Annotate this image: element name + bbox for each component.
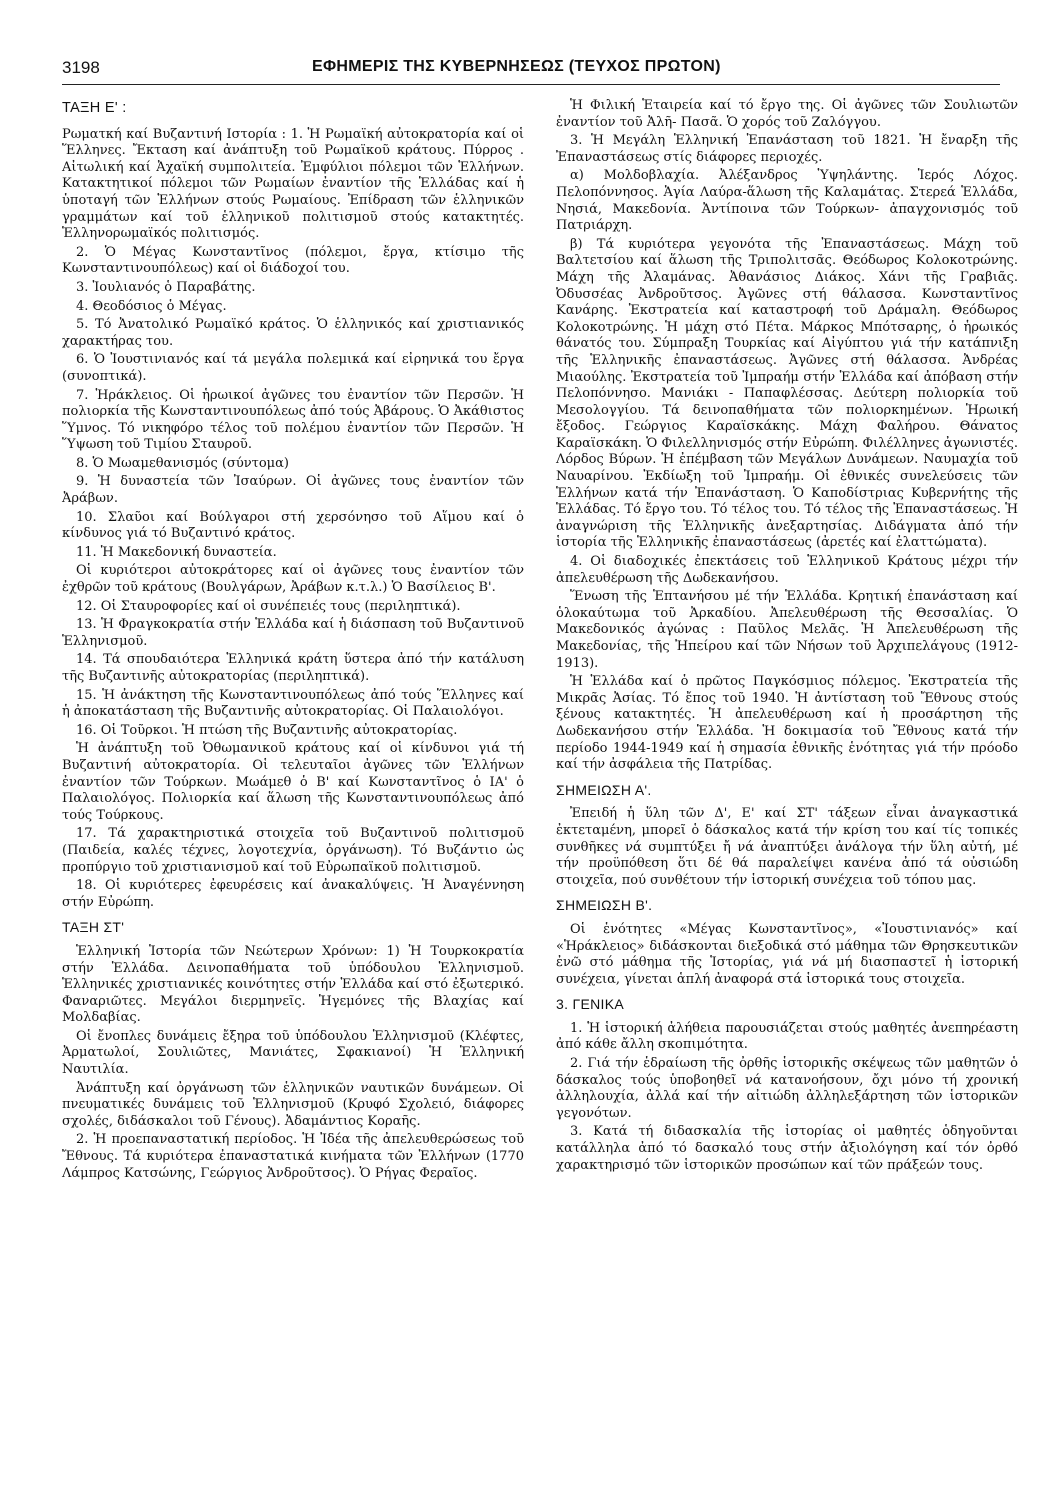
note-b-text: Οἱ ἑνότητες «Μέγας Κωνσταντῖνος», «Ἰουστινιανός» καί «Ἡράκλειος» διδάσκονται διεξοδικά στό μάθημα τῶν Θρησκευτικῶν ἐνῶ στό μάθημα τῆς Ἱστορίας, γιά νά μή διασπαστεῖ ἡ ἱστορική συνέχεια, γίνεται ἁπλή ἀναφορά στά ἱστορικά τους στοιχεῖα. — [556, 921, 1018, 987]
gazette-title: ΕΦΗΜΕΡΙΣ ΤΗΣ ΚΥΒΕΡΝΗΣΕΩΣ (ΤΕΥΧΟΣ ΠΡΩΤΟΝ) — [312, 58, 721, 75]
paragraph: 12. Οἱ Σταυροφορίες καί οἱ συνέπειές τους (περιληπτικά). — [76, 598, 461, 614]
paragraph: 3. Ἡ Μεγάλη Ἑλληνική Ἐπανάσταση τοῦ 1821. Ἡ ἔναρξη τῆς Ἐπαναστάσεως στίς διάφορες περιοχές. — [556, 133, 1018, 165]
header-divider — [62, 84, 1000, 85]
paragraph: 9. Ἡ δυναστεία τῶν Ἰσαύρων. Οἱ ἀγῶνες τους ἐναντίον τῶν Ἀράβων. — [62, 474, 524, 507]
paragraph: 4. Θεοδόσιος ὁ Μέγας. — [76, 298, 227, 314]
paragraph: 17. Τά χαρακτηριστικά στοιχεῖα τοῦ Βυζαντινοῦ πολιτισμοῦ (Παιδεία, καλές τέχνες, λογοτεχνία, ὀργάνωση). Τό Βυζάντιο ὡς προπύργιο τοῦ χριστιανισμοῦ καί τοῦ Εὐρωπαϊκοῦ πολιτισμοῦ. — [62, 826, 524, 875]
paragraph: 5. Τό Ἀνατολικό Ρωμαϊκό κράτος. Ὁ ἑλληνικός καί χριστιανικός χαρακτήρας του. — [62, 317, 524, 349]
paragraph: Ἡ ἀνάπτυξη τοῦ Ὀθωμανικοῦ κράτους καί οἱ κίνδυνοι γιά τή Βυζαντινή αὐτοκρατορία. Οἱ τελευταῖοι ἀγῶνες τῶν Ἑλλήνων ἐναντίον τῶν Τούρκων. Μωάμεθ ὁ Β' καί Κωνσταντῖνος ὁ ΙΑ' ὁ Παλαιολόγος. Πολιορκία καί ἅλωση τῆς Κωνσταντινουπόλεως ἀπό τούς Τούρκους. — [62, 741, 524, 823]
paragraph: Ἑλληνική Ἱστορία τῶν Νεώτερων Χρόνων: 1) Ἡ Τουρκοκρατία στήν Ἑλλάδα. Δεινοπαθήματα τοῦ ὑπόδουλου Ἑλληνισμοῦ. Ἑλληνικές χριστιανικές κοινότητες στήν Ἑλλάδα καί στό ἐξωτερικό. Φαναριῶτες. Μεγάλοι διερμηνεῖς. Ἡγεμόνες τῆς Βλαχίας καί Μολδαβίας. — [62, 943, 524, 1026]
paragraph: 11. Ἡ Μακεδονική δυναστεία. — [76, 544, 277, 560]
section-title-e: ΤΑΞΗ Ε' : — [62, 100, 127, 116]
paragraph: 1. Ἡ ἱστορική ἀλήθεια παρουσιάζεται στούς μαθητές ἀνεπηρέαστη ἀπό κάθε ἄλλη σκοπιμότητα. — [556, 1020, 1018, 1053]
note-a-title: ΣΗΜΕΙΩΣΗ Α'. — [556, 781, 652, 798]
note-b-title: ΣΗΜΕΙΩΣΗ Β'. — [556, 897, 653, 914]
left-column — [62, 96, 524, 1184]
paragraph: Ρωματκή καί Βυζαντινή Ιστορία : 1. Ἡ Ρωμαϊκή αὐτοκρατορία καί οἱ Ἕλληνες. Ἔκταση καί ἀνάπτυξη τοῦ Ρωμαϊκοῦ κράτους. Πύρρος . Αἰτωλική καί Ἀχαϊκή συμπολιτεία. Ἐμφύλιοι πόλεμοι τῶν Ἑλλήνων. Κατακτητικοί πόλεμοι τῶν Ρωμαίων ἐναντίον τῆς Ἑλλάδας καί ἡ ὑποταγή τῶν Ἑλλήνων στούς Ρωμαίους. Ἐπίδραση τῶν ἑλληνικῶν γραμμάτων καί τοῦ ἑλληνικοῦ πολιτισμοῦ στούς κατακτητές. Ἑλληνορωμαϊκός πολιτισμός. — [62, 126, 524, 242]
paragraph: 10. Σλαῦοι καί Βούλγαροι στή χερσόνησο τοῦ Αἵμου καί ὁ κίνδυνος γιά τό Βυζαντινό κράτος. — [62, 509, 524, 542]
paragraph: 2. Ἡ προεπαναστατική περίοδος. Ἡ Ἰδέα τῆς ἀπελευθερώσεως τοῦ Ἔθνους. Τά κυριότερα ἐπαναστατικά κινήματα τῶν Ἑλλήνων (1770 Λάμπρος Κατσώνης, Γεώργιος Ἀνδροῦτσος). Ὁ Ρήγας Φεραῖος. — [62, 1132, 524, 1181]
paragraph: 16. Οἱ Τοῦρκοι. Ἡ πτώση τῆς Βυζαντινῆς αὐτοκρατορίας. — [76, 722, 458, 738]
paragraph: 8. Ὁ Μωαμεθανισμός (σύντομα) — [76, 455, 289, 471]
paragraph: 3. Ἰουλιανός ὁ Παραβάτης. — [76, 279, 256, 295]
paragraph: Ἡ Ἑλλάδα καί ὁ πρῶτος Παγκόσμιος πόλεμος. Ἐκστρατεία τῆς Μικρᾶς Ἀσίας. Τό ἔπος τοῦ 1940. Ἡ ἀντίσταση τοῦ Ἔθνους στούς ξένους κατακτητές. Ἡ ἀπελευθέρωση καί ἡ προσάρτηση τῆς Δωδεκανήσου στήν Ἑλλάδα. Ἡ δοκιμασία τοῦ Ἔθνους κατά τήν περίοδο 1944-1949 καί ἡ σημασία ἐθνικῆς ἑνότητας γιά τήν πρόοδο καί τήν ἀσφάλεια τῆς Πατρίδας. — [556, 674, 1018, 773]
paragraph: 4. Οἱ διαδοχικές ἐπεκτάσεις τοῦ Ἑλληνικοῦ Κράτους μέχρι τήν ἀπελευθέρωση τῆς Δωδεκανήσου. — [556, 554, 1018, 586]
paragraph: α) Μολδοβλαχία. Ἀλέξανδρος Ὑψηλάντης. Ἱερός Λόχος. Πελοπόννησος. Ἁγία Λαύρα-ἅλωση τῆς Καλαμάτας. Στερεά Ἑλλάδα, Νησιά, Μακεδονία. Ἀντίποινα τῶν Τούρκων- ἀπαγχονισμός τοῦ Πατριάρχη. — [556, 168, 1018, 234]
paragraph: Ἕνωση τῆς Ἑπτανήσου μέ τήν Ἑλλάδα. Κρητική ἐπανάσταση καί ὁλοκαύτωμα τοῦ Ἀρκαδίου. Ἀπελευθέρωση τῆς Θεσσαλίας. Ὁ Μακεδονικός ἀγώνας : Παῦλος Μελᾶς. Ἡ Ἀπελευθέρωση τῆς Μακεδονίας, τῆς Ἠπείρου καί τῶν Νήσων τοῦ Ἀρχιπελάγους (1912-1913). — [556, 589, 1018, 671]
paragraph: 6. Ὁ Ἰουστινιανός καί τά μεγάλα πολεμικά καί εἰρηνικά του ἔργα (συνοπτικά). — [62, 352, 524, 384]
paragraph: Ἀνάπτυξη καί ὀργάνωση τῶν ἑλληνικῶν ναυτικῶν δυνάμεων. Οἱ πνευματικές δυνάμεις τοῦ Ἑλληνισμοῦ (Κρυφό Σχολειό, διάφορες σχολές, διδάσκαλοι τοῦ Γένους). Ἀδαμάντιος Κοραῆς. — [62, 1080, 524, 1129]
paragraph: 15. Ἡ ἀνάκτηση τῆς Κωνσταντινουπόλεως ἀπό τούς Ἕλληνες καί ἡ ἀποκατάσταση τῆς Βυζαντινῆς αὐτοκρατορίας. Οἱ Παλαιολόγοι. — [62, 687, 524, 720]
paragraph: 14. Τά σπουδαιότερα Ἑλληνικά κράτη ὕστερα ἀπό τήν κατάλυση τῆς Βυζαντινῆς αὐτοκρατορίας (περιληπτικά). — [62, 652, 524, 684]
page-header — [62, 56, 1000, 84]
paragraph: 13. Ἡ Φραγκοκρατία στήν Ἑλλάδα καί ἡ διάσπαση τοῦ Βυζαντινοῦ Ἑλληνισμοῦ. — [62, 617, 524, 649]
paragraph: 2. Ὁ Μέγας Κωνσταντῖνος (πόλεμοι, ἔργα, κτίσιμο τῆς Κωνσταντινουπόλεως) καί οἱ διάδοχοί του. — [62, 244, 524, 277]
paragraph: Οἱ ἔνοπλες δυνάμεις ἔξηρα τοῦ ὑπόδουλου Ἑλληνισμοῦ (Κλέφτες, Ἀρματωλοί, Σουλιῶτες, Μανιάτες, Σφακιανοί) Ἡ Ἑλληνική Ναυτιλία. — [62, 1028, 524, 1078]
section-title-st: ΤΑΞΗ ΣΤ' — [62, 919, 125, 936]
general-title: 3. ΓΕΝΙΚΑ — [556, 996, 624, 1013]
paragraph: 18. Οἱ κυριότερες ἐφευρέσεις καί ἀνακαλύψεις. Ἡ Ἀναγέννηση στήν Εὐρώπη. — [62, 878, 524, 910]
paragraph: 7. Ἡράκλειος. Οἱ ἡρωικοί ἀγῶνες του ἐναντίον τῶν Περσῶν. Ἡ πολιορκία τῆς Κωνσταντινουπόλεως ἀπό τούς Ἀβάρους. Ὁ Ἀκάθιστος Ὕμνος. Τό νικηφόρο τέλος τοῦ πολέμου ἐναντίον τῶν Περσῶν. Ἡ Ὕψωση τοῦ Τιμίου Σταυροῦ. — [62, 387, 524, 453]
paragraph: β) Τά κυριότερα γεγονότα τῆς Ἐπαναστάσεως. Μάχη τοῦ Βαλτετσίου καί ἅλωση τῆς Τριπολιτσᾶς. Θεόδωρος Κολοκοτρώνης. Μάχη τῆς Ἀλαμάνας. Ἀθανάσιος Διάκος. Χάνι τῆς Γραβιᾶς. Ὀδυσσέας Ἀνδροῦτσος. Ἀγῶνες στή θάλασσα. Κωνσταντῖνος Κανάρης. Ἐκστρατεία καί καταστροφή τοῦ Δράμαλη. Θεόδωρος Κολοκοτρώνης. Ἡ μάχη στό Πέτα. Μάρκος Μπότσαρης, ὁ ἡρωικός θάνατός του. Σύμπραξη Τουρκίας καί Αἰγύπτου γιά τήν κατάπνιξη τῆς Ἑλληνικῆς ἐπαναστάσεως. Ἀγῶνες στή θάλασσα. Ἀνδρέας Μιαούλης. Ἐκστρατεία τοῦ Ἰμπραήμ στήν Ἑλλάδα καί ἀπόβαση στήν Πελοπόννησο. Μανιάκι - Παπαφλέσσας. Δεύτερη πολιορκία τοῦ Μεσολογγίου. Τά δεινοπαθήματα τῶν πολιορκημένων. Ἡρωική ἔξοδος. Γεώργιος Καραϊσκάκης. Μάχη Φαλήρου. Θάνατος Καραϊσκάκη. Ὁ Φιλελληνισμός στήν Εὐρώπη. Φιλέλληνες ἀγωνιστές. Λόρδος Βύρων. Ἡ ἐπέμβαση τῶν Μεγάλων Δυνάμεων. Ναυμαχία τοῦ Ναυαρίνου. Ἐκδίωξη τοῦ Ἰμπραήμ. Οἱ ἐθνικές συνελεύσεις τῶν Ἑλλήνων κατά τήν Ἐπανάσταση. Ὁ Καποδίστριας Κυβερνήτης τῆς Ἑλλάδας. Τό ἔργο του. Τό τέλος του. Τό τέλος τῆς Ἐπαναστάσεως. Ἡ ἀναγνώριση τῆς Ἑλληνικῆς ἀνεξαρτησίας. Διδάγματα ἀπό τήν ἱστορία τῆς Ἑλληνικῆς ἐπαναστάσεως (ἀρετές καί ἐλαττώματα). — [556, 236, 1018, 551]
paragraph: 3. Κατά τή διδασκαλία τῆς ἱστορίας οἱ μαθητές ὁδηγοῦνται κατάλληλα ἀπό τό δασκαλό τους στήν ἀξιολόγηση καί τόν ὀρθό χαρακτηρισμό τῶν ἱστορικῶν προσώπων καί τῶν πράξεών τους. — [556, 1124, 1018, 1173]
right-column — [556, 98, 1018, 1176]
paragraph: 2. Γιά τήν ἑδραίωση τῆς ὀρθῆς ἱστορικῆς σκέψεως τῶν μαθητῶν ὁ δάσκαλος τούς ὑποβοηθεῖ νά κατανοήσουν, ὄχι μόνο τή χρονική ἀλληλουχία, ἀλλά καί τήν αἰτιώδη ἀλληλεξάρτηση τῶν ἱστορικῶν γεγονότων. — [556, 1056, 1018, 1121]
page-number: 3198 — [62, 58, 100, 77]
note-a-text: Ἐπειδή ἡ ὕλη τῶν Δ', Ε' καί ΣΤ' τάξεων εἶναι ἀναγκαστικά ἐκτεταμένη, μπορεῖ ὁ δάσκαλος κατά τήν κρίση του καί τίς τοπικές συνθῆκες νά συμπτύξει ἤ νά ἀναπτύξει ἀνάλογα τήν ὕλη αὐτή, μέ τήν προϋπόθεση ὅτι δέ θά παραλείψει κανένα ἀπό τά οὐσιώδη στοιχεῖα, πού συνθέτουν τήν ἱστορική συνέχεια τοῦ τόπου μας. — [556, 806, 1018, 888]
paragraph: Ἡ Φιλική Ἑταιρεία καί τό ἔργο της. Οἱ ἀγῶνες τῶν Σουλιωτῶν ἐναντίον τοῦ Ἀλῆ- Πασᾶ. Ὁ χορός τοῦ Ζαλόγγου. — [556, 98, 1018, 130]
paragraph: Οἱ κυριότεροι αὐτοκράτορες καί οἱ ἀγῶνες τους ἐναντίον τῶν ἐχθρῶν τοῦ κράτους (Βουλγάρων, Ἀράβων κ.τ.λ.) Ὁ Βασίλειος Β'. — [62, 563, 524, 596]
